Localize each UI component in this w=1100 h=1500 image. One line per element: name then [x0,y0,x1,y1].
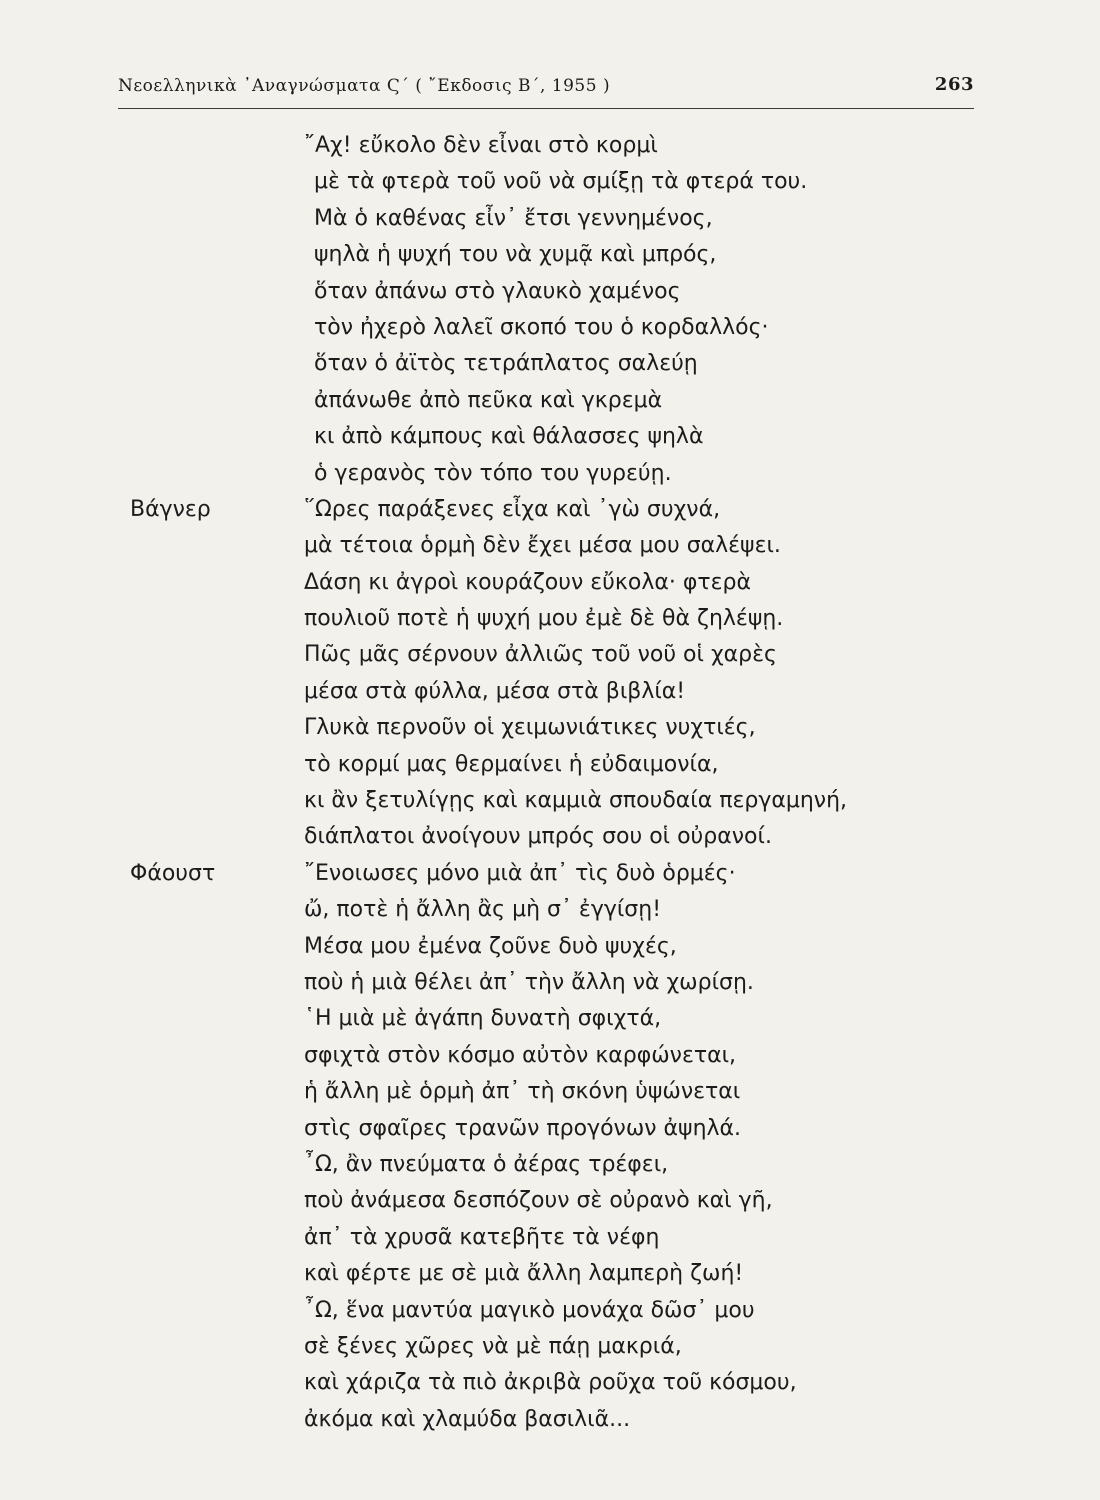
poem-line [0,237,1100,273]
line-text: τὸ κορμί μας θερμαίνει ἡ εὐδαιμονία, [304,751,719,777]
line-text: ῏Ω, ἂν πνεύματα ὁ ἀέρας τρέφει, [304,1151,669,1177]
poem-line [0,710,1100,746]
line-text: ῏Ω, ἕνα μαντύα μαγικὸ μονάχα δῶσ᾿ μου [304,1297,755,1323]
line-text: ὅταν ὁ ἀϊτὸς τετράπλατος σαλεύῃ [314,351,698,377]
line-text: Δάση κι ἀγροὶ κουράζουν εὔκολα· φτερὰ [304,569,751,595]
poem-line [0,310,1100,346]
poem-line [0,1147,1100,1183]
line-text: ὅταν ἀπάνω στὸ γλαυκὸ χαμένος [314,278,681,304]
line-text: ψηλὰ ἡ ψυχή του νὰ χυμᾷ καὶ μπρός, [314,242,717,268]
line-text: καὶ φέρτε με σὲ μιὰ ἄλλη λαμπερὴ ζωή! [304,1261,744,1287]
line-text: κι ἀπὸ κάμπους καὶ θάλασσες ψηλὰ [314,424,704,450]
line-text: ῎Αχ! εὔκολο δὲν εἶναι στὸ κορμὶ [304,133,658,158]
poem-line [0,783,1100,819]
poem-line [0,1402,1100,1438]
poem-line [0,528,1100,564]
line-text: διάπλατοι ἀνοίγουν μπρός σου οἱ οὐρανοί. [304,824,772,850]
poem-line [0,892,1100,928]
line-text: ἀπ᾿ τὰ χρυσᾶ κατεβῆτε τὰ νέφη [304,1224,660,1250]
poem-line [0,346,1100,382]
line-text: ἀκόμα καὶ χλαμύδα βασιλιᾶ... [304,1406,631,1432]
line-text: ὤ, ποτὲ ἡ ἄλλη ἂς μὴ σ᾿ ἐγγίσῃ! [304,897,662,923]
poem-line [0,637,1100,673]
poem-line [0,601,1100,637]
poem-line [0,1038,1100,1074]
line-text: ἡ ἄλλη μὲ ὁρμὴ ἀπ᾿ τὴ σκόνη ὑψώνεται [304,1079,741,1105]
line-text: πουλιοῦ ποτὲ ἡ ψυχή μου ἐμὲ δὲ θὰ ζηλέψῃ. [304,606,784,632]
poem-line [0,929,1100,965]
poem-line [0,819,1100,855]
running-header [118,74,974,104]
line-text: ῾Η μιὰ μὲ ἀγάπη δυνατὴ σφιχτά, [304,1006,662,1032]
line-text: τὸν ἠχερὸ λαλεῖ σκοπό του ὁ κορδαλλός· [314,314,769,340]
speaker-name: Βάγνερ [130,496,211,522]
poem-line [0,164,1100,200]
poem-line [0,1183,1100,1219]
poem-line [0,1365,1100,1401]
poem-line [0,674,1100,710]
line-text: καὶ χάριζα τὰ πιὸ ἀκριβὰ ροῦχα τοῦ κόσμου, [304,1370,797,1396]
line-text: ποὺ ἡ μιὰ θέλει ἀπ᾿ τὴν ἄλλη νὰ χωρίσῃ. [304,969,754,995]
poem-line [0,274,1100,310]
poem-line [0,128,1100,164]
line-text: ὁ γερανὸς τὸν τόπο του γυρεύῃ. [314,460,672,486]
header-title: Νεοελληνικὰ ᾿Αναγνώσματα Ϛ´ ( ῎Εκδοσις Β´, 1955 ) [118,76,611,96]
poem-line [0,1074,1100,1110]
poem-line [0,965,1100,1001]
page-number: 263 [934,74,974,95]
poem-line [0,1329,1100,1365]
line-text: μὲ τὰ φτερὰ τοῦ νοῦ νὰ σμίξῃ τὰ φτερά του. [314,169,808,195]
poem-line [0,1256,1100,1292]
line-text: ῎Ενοιωσες μόνο μιὰ ἀπ᾿ τὶς δυὸ ὁρμές· [304,860,736,886]
poem-line [0,747,1100,783]
line-text: ἀπάνωθε ἀπὸ πεῦκα καὶ γκρεμὰ [314,387,663,413]
line-text: κι ἂν ξετυλίγῃς καὶ καμμιὰ σπουδαία περγαμηνή, [304,788,848,814]
poem-line [0,1293,1100,1329]
line-text: Γλυκὰ περνοῦν οἱ χειμωνιάτικες νυχτιές, [304,715,756,741]
line-text: σφιχτὰ στὸν κόσμο αὐτὸν καρφώνεται, [304,1042,737,1068]
line-text: μέσα στὰ φύλλα, μέσα στὰ βιβλία! [304,678,686,704]
line-text: σὲ ξένες χῶρες νὰ μὲ πάῃ μακριά, [304,1333,682,1359]
poem-line [0,419,1100,455]
poem-line [0,201,1100,237]
line-text: ῞Ωρες παράξενες εἶχα καὶ ᾿γὼ συχνά, [304,496,721,522]
poem-line [0,1220,1100,1256]
line-text: Μὰ ὁ καθένας εἶν᾿ ἔτσι γεννημένος, [314,205,713,231]
line-text: ποὺ ἀνάμεσα δεσπόζουν σὲ οὐρανὸ καὶ γῆ, [304,1188,773,1214]
poem-line [0,565,1100,601]
line-text: μὰ τέτοια ὁρμὴ δὲν ἔχει μέσα μου σαλέψει. [304,533,781,559]
header-rule [118,108,974,109]
poem-line [0,456,1100,492]
line-text: Πῶς μᾶς σέρνουν ἀλλιῶς τοῦ νοῦ οἱ χαρὲς [304,642,777,668]
line-text: Μέσα μου ἐμένα ζοῦνε δυὸ ψυχές, [304,933,677,959]
poem-text [0,128,1100,1438]
poem-line [0,1001,1100,1037]
poem-line [0,383,1100,419]
speaker-name: Φάουστ [130,860,216,886]
line-text: στὶς σφαῖρες τρανῶν προγόνων ἀψηλά. [304,1115,742,1141]
poem-line [0,856,1100,892]
poem-line [0,492,1100,528]
poem-line [0,1111,1100,1147]
